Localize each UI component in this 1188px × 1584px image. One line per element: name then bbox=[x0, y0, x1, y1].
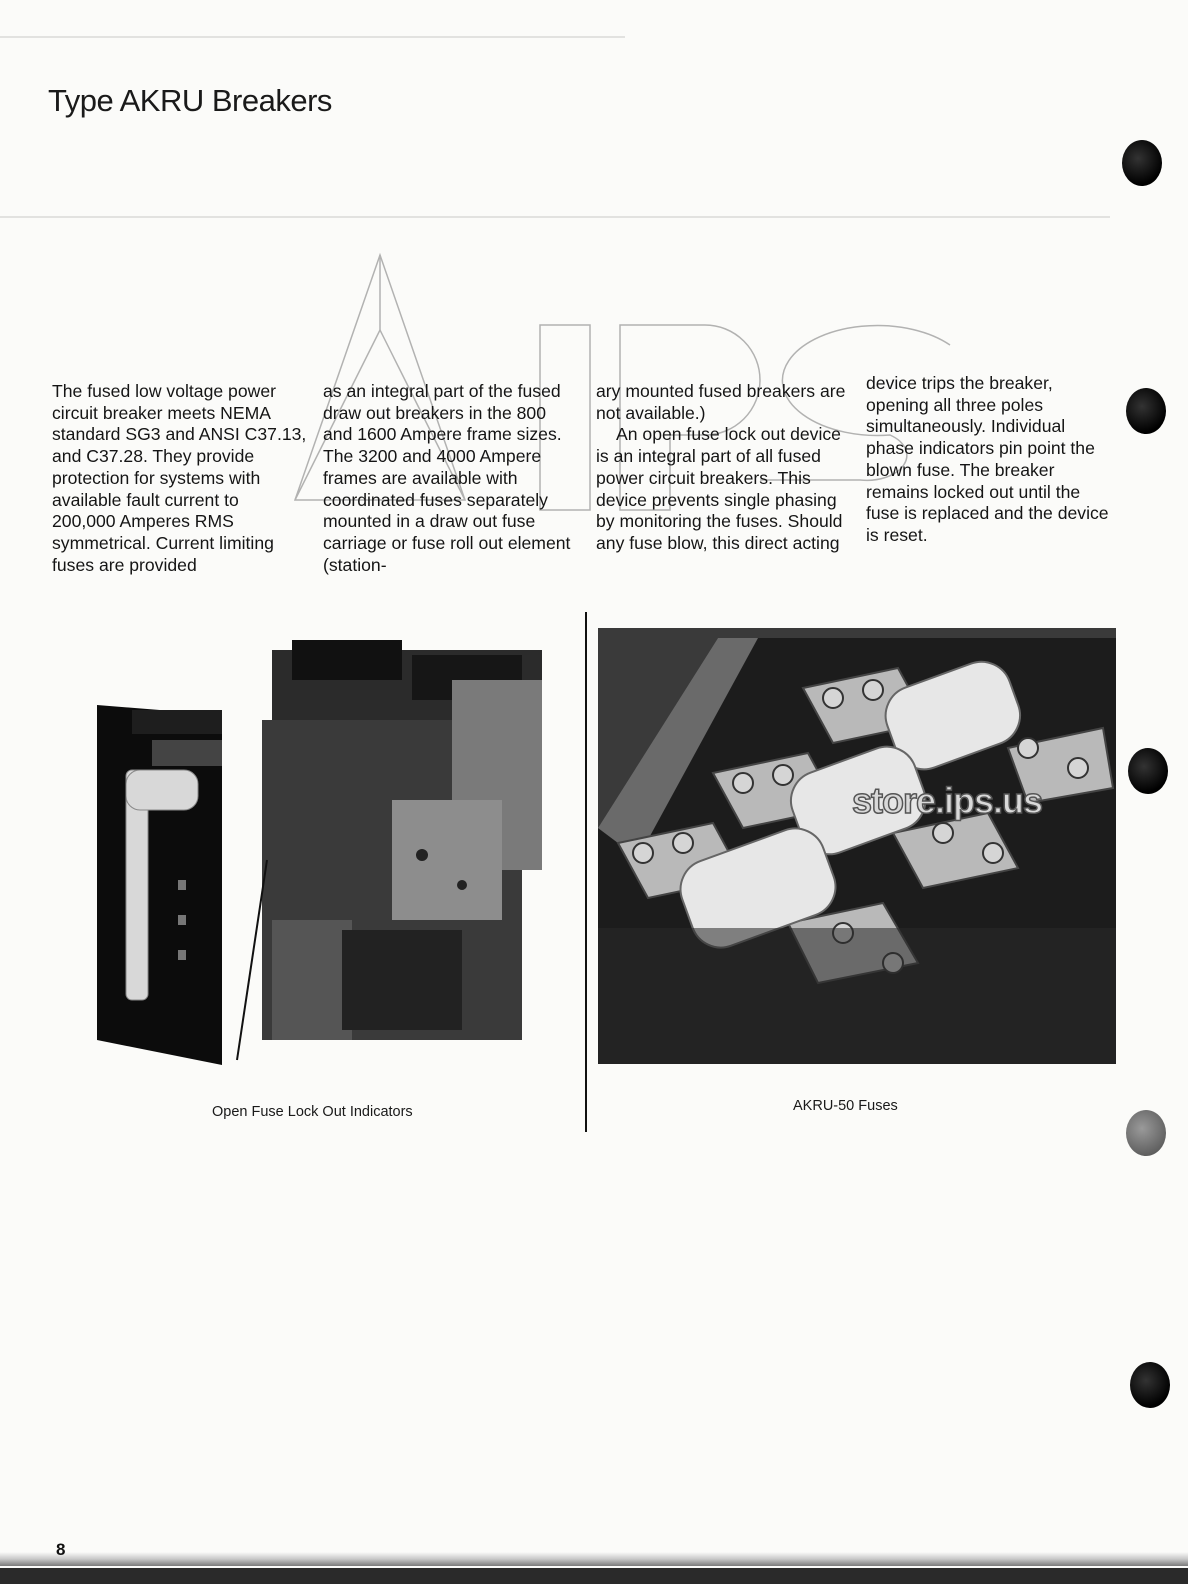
breaker-photo bbox=[92, 620, 562, 1075]
top-rule bbox=[0, 36, 625, 38]
page-title: Type AKRU Breakers bbox=[48, 82, 332, 118]
body-paragraph: An open fuse lock out device is an integral part of all fused power circuit breakers. This device prevents single phasing by monitoring the fuses. Should any fuse blow, this direct acting bbox=[596, 424, 843, 553]
header-rule bbox=[0, 216, 1110, 218]
fuses-photo bbox=[598, 628, 1116, 1064]
body-column-1 bbox=[52, 381, 307, 576]
store-watermark: store.ips.us bbox=[852, 780, 1043, 821]
body-column-3 bbox=[596, 381, 846, 555]
body-paragraph: The fused low voltage power circuit breaker meets NEMA standard SG3 and ANSI C37.13, and C37.28. They provide protection for systems with available fault current to 200,000 Amperes RMS symmetrical. Current limiting fuses are provided bbox=[52, 381, 307, 575]
scan-edge bbox=[0, 1552, 1188, 1566]
page-number: 8 bbox=[56, 1540, 66, 1559]
binder-hole-icon bbox=[1126, 388, 1166, 434]
binder-hole-icon bbox=[1126, 1110, 1166, 1156]
body-column-2 bbox=[323, 381, 578, 576]
binder-hole-icon bbox=[1130, 1362, 1170, 1408]
body-paragraph: ary mounted fused breakers are not available.) bbox=[596, 381, 846, 423]
figure-divider bbox=[585, 612, 587, 1132]
binder-hole-icon bbox=[1122, 140, 1162, 186]
body-paragraph: device trips the breaker, opening all three poles simultaneously. Individual phase indicators pin point the blown fuse. The breaker remains locked out until the fuse is replaced and the device is reset. bbox=[866, 373, 1109, 545]
scan-bottom-band bbox=[0, 1568, 1188, 1584]
body-column-4 bbox=[866, 373, 1116, 547]
left-figure-caption: Open Fuse Lock Out Indicators bbox=[212, 1104, 413, 1120]
right-figure-caption: AKRU-50 Fuses bbox=[793, 1098, 898, 1114]
binder-hole-icon bbox=[1128, 748, 1168, 794]
body-paragraph: as an integral part of the fused draw out breakers in the 800 and 1600 Ampere frame sizes. The 3200 and 4000 Ampere frames are available with coordinated fuses separately mounted in a draw out fuse carriage or fuse roll out element (station- bbox=[323, 381, 571, 575]
